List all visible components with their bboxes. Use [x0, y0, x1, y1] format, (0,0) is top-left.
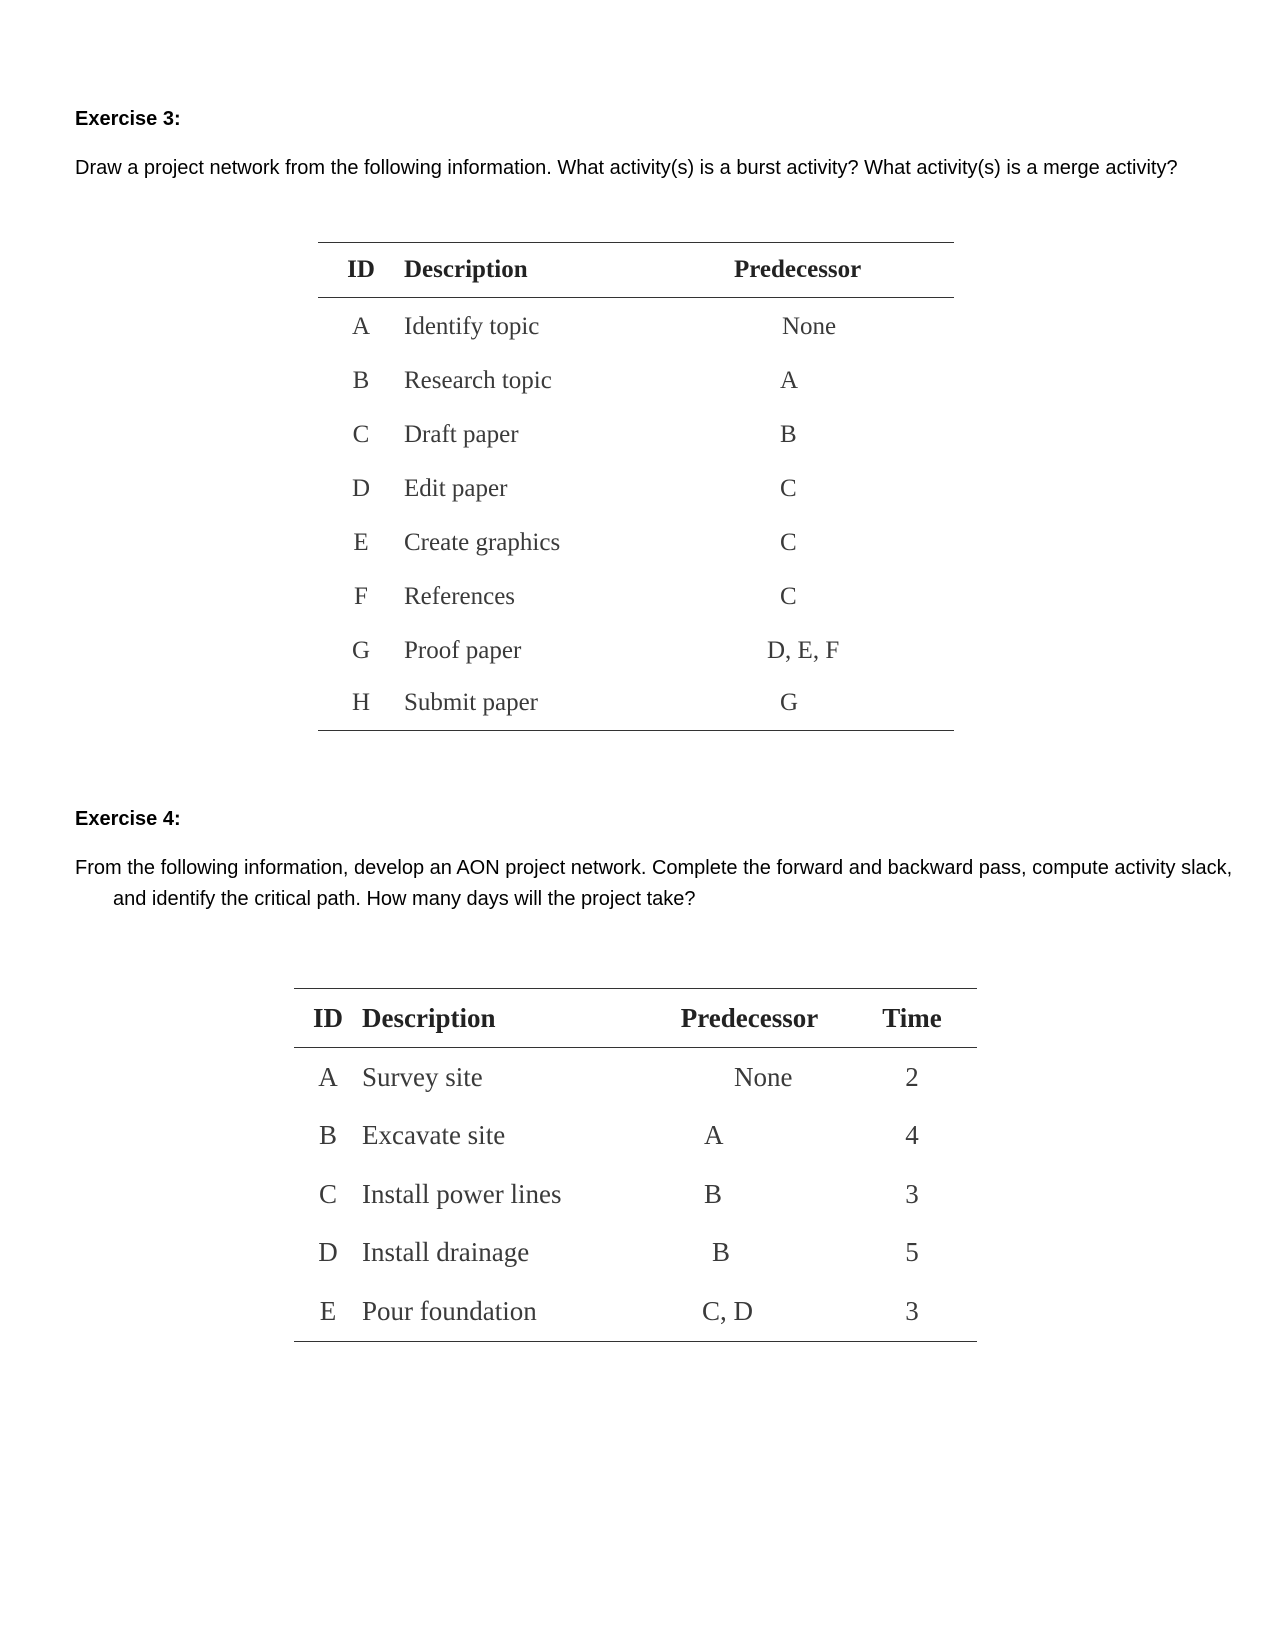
- table-cell-predecessor: B: [780, 421, 797, 448]
- table-cell-description: Identify topic: [404, 313, 540, 340]
- table-cell-predecessor: C, D: [652, 1282, 847, 1341]
- table-cell-id: B: [318, 1120, 337, 1151]
- table-cell-time: 3: [905, 1178, 919, 1209]
- exercise4-heading: Exercise 4:: [75, 808, 181, 830]
- table1-row-f: [318, 570, 954, 624]
- exercise4-prompt: From the following information, develop an AON project network. Complete the forward and backward pass, compute activity slack, and identify the critical path. How many days will the project take?: [75, 857, 1233, 910]
- table1-header-predecessor: Predecessor: [734, 243, 954, 298]
- table-cell-predecessor: B: [704, 1178, 723, 1209]
- table1-row-b: [318, 354, 954, 408]
- table-cell-description: Submit paper: [404, 678, 734, 731]
- table-cell-predecessor: G: [734, 678, 954, 731]
- table-cell-id: H: [318, 678, 404, 731]
- table-cell-description: References: [404, 583, 516, 610]
- table1-row-c: [318, 408, 954, 462]
- table1-header-row: [318, 243, 954, 298]
- table-cell-description: Install power lines: [362, 1178, 562, 1209]
- table2-row-a: [294, 1048, 977, 1107]
- table-cell-id: D: [351, 475, 371, 502]
- table1-header-id: ID: [318, 243, 404, 298]
- table-cell-description: Create graphics: [404, 529, 561, 556]
- table2-row-c: [294, 1165, 977, 1224]
- table2-header-time: Time: [847, 989, 977, 1048]
- table-cell-description: Draft paper: [404, 421, 519, 448]
- table-cell-description: Research topic: [404, 367, 552, 394]
- table-cell-time: 5: [905, 1237, 919, 1268]
- table-cell-predecessor: None: [782, 313, 837, 340]
- table-cell-time: 3: [847, 1282, 977, 1341]
- table-cell-time: 4: [905, 1120, 919, 1151]
- table-cell-description: Proof paper: [404, 637, 522, 664]
- exercise3-prompt: Draw a project network from the following information. What activity(s) is a burst activity? What activity(s) is a merge activity?: [75, 157, 1178, 179]
- table-cell-id: E: [353, 529, 369, 556]
- table-cell-description: Excavate site: [362, 1120, 506, 1151]
- table2-row-d: [294, 1224, 977, 1283]
- table-cell-description: Edit paper: [404, 475, 508, 502]
- table-cell-predecessor: C: [780, 475, 797, 502]
- table-cell-predecessor: A: [704, 1120, 724, 1151]
- table-cell-time: 2: [905, 1061, 919, 1092]
- exercise3-table: [318, 242, 954, 731]
- table1-row-d: [318, 462, 954, 516]
- exercise4-table: [294, 988, 977, 1342]
- table-cell-predecessor: C: [780, 529, 797, 556]
- table-cell-predecessor: A: [780, 367, 799, 394]
- table-cell-predecessor: C: [780, 583, 797, 610]
- table2-header-row: [294, 989, 977, 1048]
- table-cell-id: A: [351, 313, 371, 340]
- table2-header-description: Description: [362, 989, 652, 1048]
- table2-header-id: ID: [294, 989, 362, 1048]
- table1-row-e: [318, 516, 954, 570]
- table-cell-description: Pour foundation: [362, 1282, 652, 1341]
- table-cell-predecessor: None: [734, 1061, 793, 1092]
- table-cell-id: C: [318, 1178, 337, 1209]
- table-cell-description: Survey site: [362, 1061, 483, 1092]
- table-cell-id: E: [294, 1282, 362, 1341]
- table-cell-predecessor: B: [712, 1237, 731, 1268]
- table-cell-id: D: [318, 1237, 338, 1268]
- table-cell-id: A: [318, 1061, 338, 1092]
- table-cell-predecessor: D, E, F: [767, 637, 840, 664]
- table1-row-g: [318, 624, 954, 678]
- table-cell-id: B: [352, 367, 370, 394]
- exercise3-heading: Exercise 3:: [75, 108, 181, 130]
- table1-row-a: [318, 298, 954, 355]
- table2-row-e: [294, 1282, 977, 1341]
- table-cell-id: C: [352, 421, 370, 448]
- table2-header-predecessor: Predecessor: [652, 989, 847, 1048]
- table-cell-description: Install drainage: [362, 1237, 530, 1268]
- table-cell-id: F: [354, 583, 368, 610]
- table-cell-id: G: [351, 637, 371, 664]
- table2-row-b: [294, 1107, 977, 1166]
- table1-row-h: [318, 678, 954, 731]
- table1-header-description: Description: [404, 243, 734, 298]
